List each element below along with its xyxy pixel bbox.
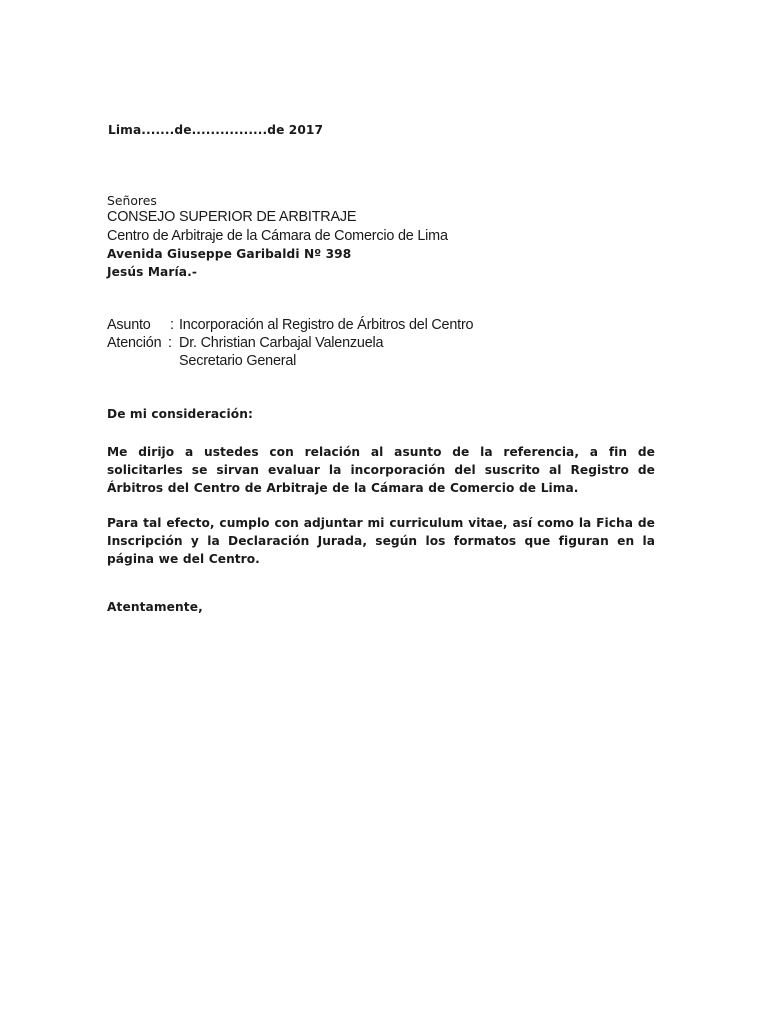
asunto-value: Incorporación al Registro de Árbitros del Centro xyxy=(179,317,474,333)
recipient-city: Jesús María.- xyxy=(107,265,197,279)
recipient-address: Avenida Giuseppe Garibaldi Nº 398 xyxy=(107,247,352,261)
closing: Atentamente, xyxy=(107,600,203,614)
body-paragraph-2: Para tal efecto, cumplo con adjuntar mi curriculum vitae, así como la Ficha de Inscripción y la Declaración Jurada, según los formatos que figuran en la página we del Centro. xyxy=(107,516,655,566)
recipient-department: Centro de Arbitraje de la Cámara de Comercio de Lima xyxy=(107,228,448,244)
asunto-colon: : xyxy=(170,317,174,333)
body-paragraph-1: Me dirijo a ustedes con relación al asunto de la referencia, a fin de solicitarles se sirvan evaluar la incorporación del suscrito al Registro de Árbitros del Centro de Arbitraje de la Cámara de Comercio de Lima. xyxy=(107,445,655,495)
atencion-value: Dr. Christian Carbajal Valenzuela xyxy=(179,335,384,351)
greeting: De mi consideración: xyxy=(107,407,254,421)
atencion-label: Atención xyxy=(107,335,162,351)
atencion-role: Secretario General xyxy=(179,353,297,369)
recipient-organization: CONSEJO SUPERIOR DE ARBITRAJE xyxy=(107,209,357,225)
recipient-salutation: Señores xyxy=(107,193,157,208)
asunto-label: Asunto xyxy=(107,317,151,333)
atencion-colon: : xyxy=(168,335,172,351)
date-line: Lima.......de................de 2017 xyxy=(108,123,324,137)
